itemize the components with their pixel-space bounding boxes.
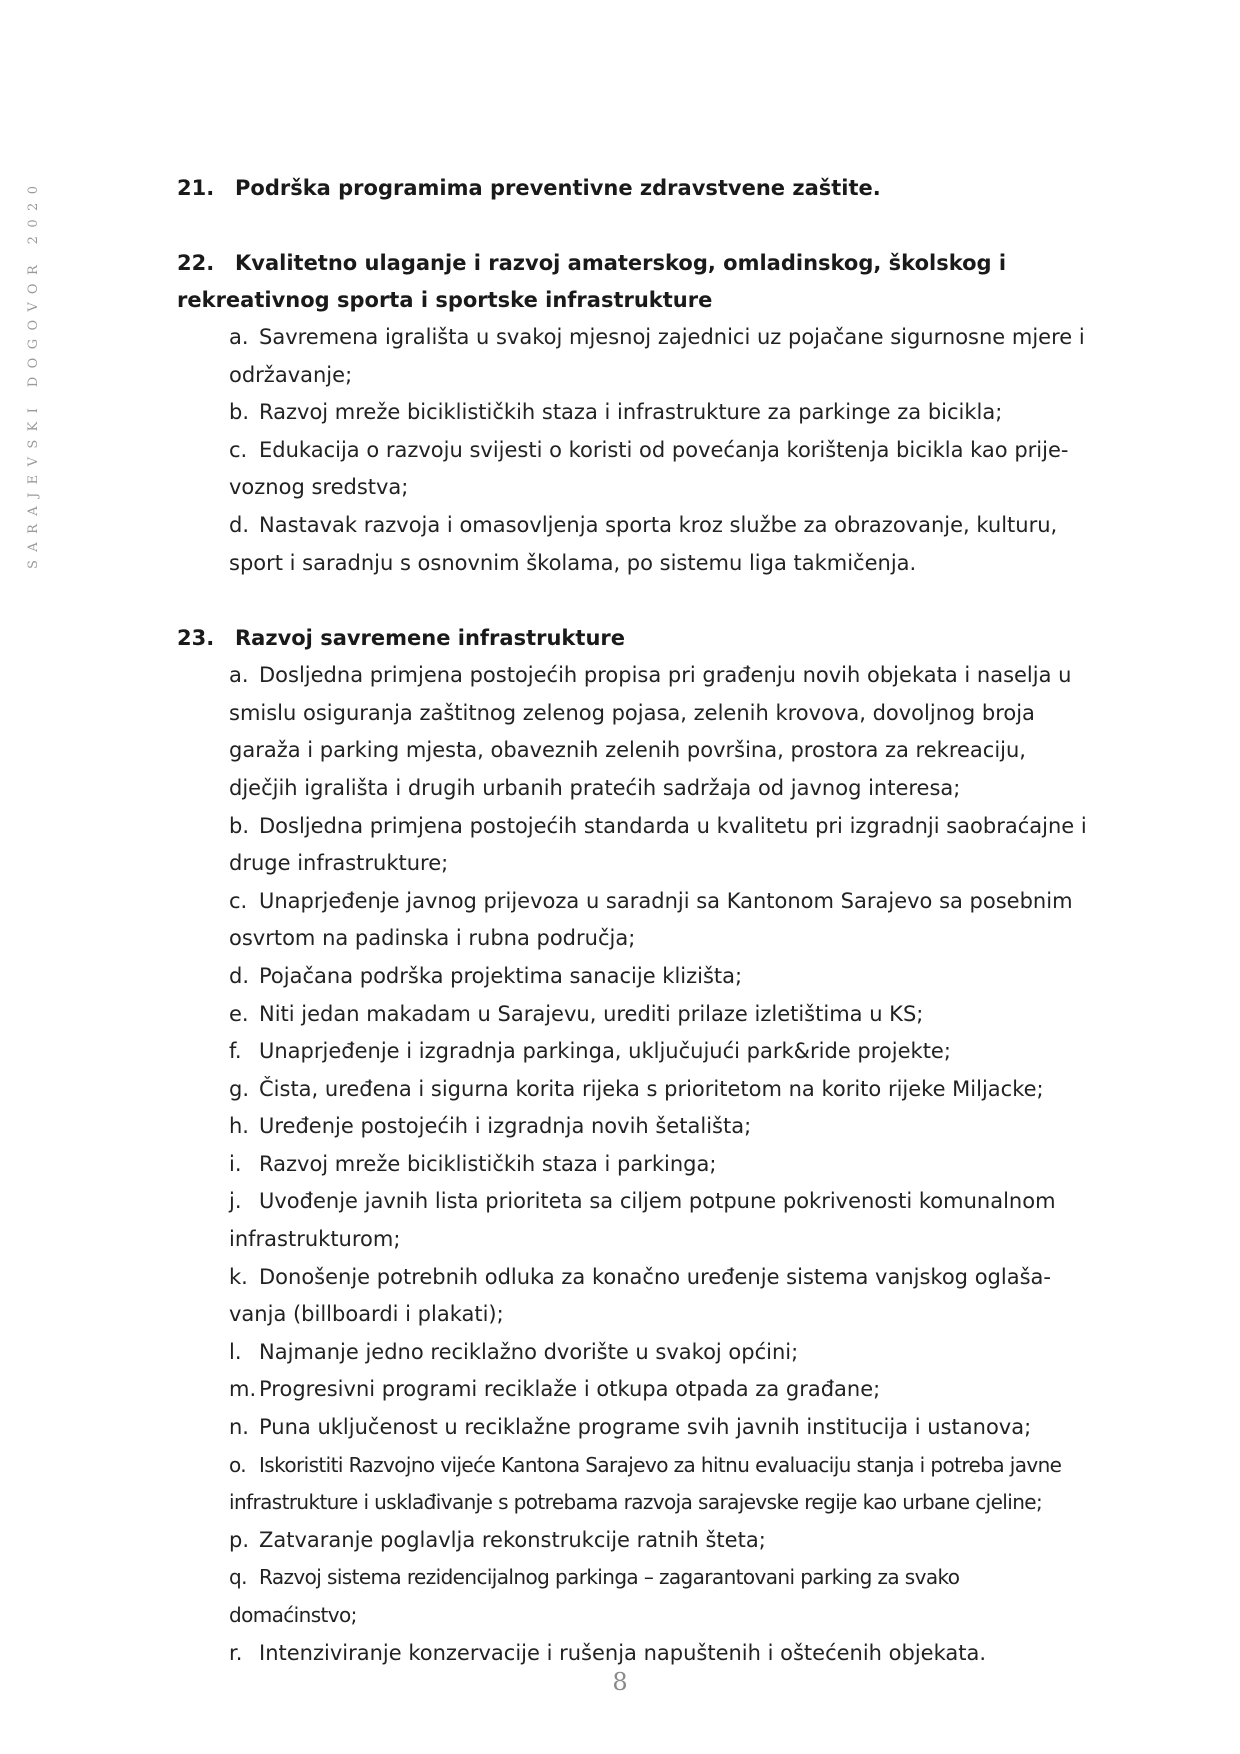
item-letter: r. <box>229 1640 243 1665</box>
item-letter: m. <box>229 1377 257 1402</box>
section-number: 21. <box>177 176 215 200</box>
item-text: Unaprjeđenje i izgradnja parkinga, uključujući park&ride projekte; <box>259 1039 951 1064</box>
list-item <box>177 657 1087 807</box>
section-heading <box>177 170 1087 207</box>
item-text: Razvoj sistema rezidencijalnog parkinga – zagarantovani parking za svako domaćinstvo; <box>229 1565 960 1627</box>
item-letter: c. <box>229 437 248 462</box>
item-letter: h. <box>229 1114 249 1139</box>
section-items <box>177 657 1087 1672</box>
list-item <box>177 1635 1087 1673</box>
item-text: Edukacija o razvoju svijesti o koristi od povećanja korištenja bicikla kao prije-voznog sredstva; <box>229 437 1069 500</box>
list-item <box>177 1183 1087 1258</box>
item-text: Razvoj mreže biciklističkih staza i parkinga; <box>259 1151 717 1176</box>
list-item <box>177 1409 1087 1447</box>
item-letter: a. <box>229 663 249 688</box>
item-text: Dosljedna primjena postojećih propisa pri građenju novih objekata i naselja u smislu osiguranja zaštitnog zelenog pojasa, zelenih krovova, dovoljnog broja garaža i parking mjesta, obaveznih zelenih površina, prostora za rekreaciju, dječjih igrališta i drugih urbanih pratećih sadržaja od javnog interesa; <box>229 663 1072 800</box>
section-number: 22. <box>177 251 215 275</box>
item-letter: k. <box>229 1264 248 1289</box>
list-item <box>177 319 1087 394</box>
item-letter: g. <box>229 1076 250 1101</box>
section-heading <box>177 245 1087 319</box>
item-letter: n. <box>229 1415 249 1440</box>
list-item <box>177 1447 1087 1522</box>
item-letter: p. <box>229 1527 250 1552</box>
section-21 <box>177 170 1087 207</box>
section-items <box>177 319 1087 582</box>
item-text: Savremena igrališta u svakoj mjesnoj zajednici uz pojačane sigurnosne mjere i održavanje; <box>229 325 1085 387</box>
item-text: Pojačana podrška projektima sanacije klizišta; <box>259 963 743 988</box>
list-item <box>177 1371 1087 1409</box>
item-text: Unaprjeđenje javnog prijevoza u saradnji sa Kantonom Sarajevo sa posebnim osvrtom na padinska i rubna područja; <box>229 888 1073 951</box>
item-text: Uvođenje javnih lista prioriteta sa ciljem potpune pokrivenosti komunalnom infrastrukturom; <box>229 1189 1056 1252</box>
section-heading <box>177 620 1087 657</box>
item-text: Progresivni programi reciklaže i otkupa otpada za građane; <box>259 1377 881 1402</box>
item-text: Zatvaranje poglavlja rekonstrukcije ratnih šteta; <box>259 1527 766 1552</box>
list-item <box>177 1071 1087 1109</box>
item-text: Dosljedna primjena postojećih standarda u kvalitetu pri izgradnji saobraćajne i druge infrastrukture; <box>229 813 1087 876</box>
list-item <box>177 394 1087 432</box>
item-letter: b. <box>229 400 250 425</box>
list-item <box>177 1259 1087 1334</box>
list-item <box>177 1033 1087 1071</box>
item-text: Puna uključenost u reciklažne programe svih javnih institucija i ustanova; <box>259 1415 1032 1440</box>
item-letter: q. <box>229 1565 247 1590</box>
item-text: Niti jedan makadam u Sarajevu, urediti prilaze izletištima u KS; <box>259 1001 924 1026</box>
item-text: Uređenje postojećih i izgradnja novih šetališta; <box>259 1114 752 1139</box>
section-number: 23. <box>177 626 215 651</box>
item-letter: i. <box>229 1151 242 1176</box>
list-item <box>177 883 1087 958</box>
section-23 <box>177 620 1087 1672</box>
item-letter: f. <box>229 1039 242 1064</box>
list-item <box>177 996 1087 1034</box>
side-label: SARAJEVSKI DOGOVOR 2020 <box>26 177 41 570</box>
item-letter: e. <box>229 1001 249 1026</box>
list-item <box>177 1146 1087 1184</box>
page-number: 8 <box>612 1668 628 1696</box>
section-title: Podrška programima preventivne zdravstvene zaštite. <box>235 176 881 200</box>
section-title: Kvalitetno ulaganje i razvoj amaterskog, omladinskog, školskog i rekreativnog sporta i sportske infrastrukture <box>177 251 1007 312</box>
item-letter: d. <box>229 512 250 537</box>
item-text: Razvoj mreže biciklističkih staza i infrastrukture za parkinge za bicikla; <box>259 400 1003 425</box>
item-letter: c. <box>229 888 248 913</box>
item-text: Čista, uređena i sigurna korita rijeka s prioritetom na korito rijeke Miljacke; <box>259 1076 1044 1101</box>
item-letter: o. <box>229 1452 247 1477</box>
item-letter: b. <box>229 813 250 838</box>
list-item <box>177 958 1087 996</box>
item-text: Nastavak razvoja i omasovljenja sporta kroz službe za obrazovanje, kulturu, sport i saradnju s osnovnim školama, po sistemu liga takmičenja. <box>229 512 1058 575</box>
item-text: Donošenje potrebnih odluka za konačno uređenje sistema vanjskog oglaša-vanja (billboardi i plakati); <box>229 1264 1051 1327</box>
list-item <box>177 1108 1087 1146</box>
item-letter: a. <box>229 325 249 349</box>
item-text: Iskoristiti Razvojno vijeće Kantona Sarajevo za hitnu evaluaciju stanja i potreba javne infrastrukture i usklađivanje s potrebama razvoja sarajevske regije kao urbane cjeline; <box>229 1452 1062 1515</box>
list-item <box>177 1522 1087 1560</box>
item-text: Najmanje jedno reciklažno dvorište u svakoj općini; <box>259 1339 799 1364</box>
document-content <box>177 170 1087 1672</box>
section-title: Razvoj savremene infrastrukture <box>235 626 625 651</box>
section-22 <box>177 245 1087 582</box>
list-item <box>177 432 1087 507</box>
list-item <box>177 507 1087 582</box>
item-letter: l. <box>229 1339 242 1364</box>
list-item <box>177 1559 1087 1634</box>
list-item <box>177 1334 1087 1372</box>
item-letter: d. <box>229 963 250 988</box>
item-text: Intenziviranje konzervacije i rušenja napuštenih i oštećenih objekata. <box>259 1640 987 1665</box>
item-letter: j. <box>229 1189 242 1214</box>
list-item <box>177 808 1087 883</box>
